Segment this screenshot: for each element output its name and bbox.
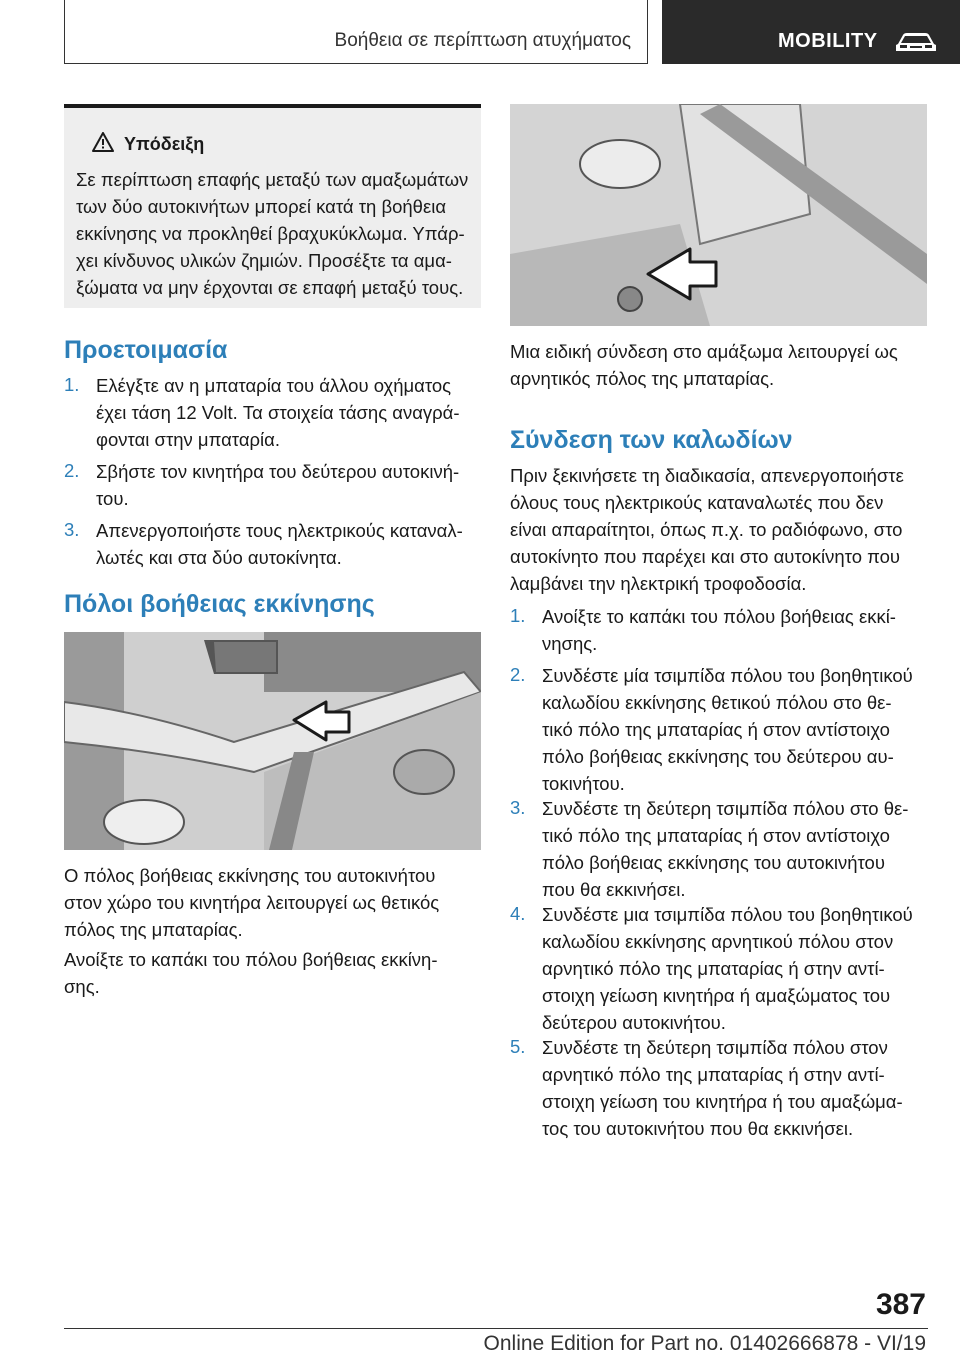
step-text: αρνητικό πόλο της μπαταρίας ή στην αντί-: [542, 958, 885, 979]
step-text: λωτές και στα δύο αυτοκίνητα.: [96, 547, 342, 568]
step-text: αρνητικό πόλο της μπαταρίας ή στην αντί-: [542, 1064, 885, 1085]
step-text: τοκινήτου.: [542, 773, 625, 794]
header-section-box: [64, 0, 648, 64]
step-text: στοιχη γείωση του κινητήρα ή του αμαξώμα-: [542, 1091, 903, 1112]
step-number: 5.: [510, 1036, 526, 1057]
note-line: χει κίνδυνος υλικών ζημιών. Προσέξτε τα αμα-: [76, 250, 452, 271]
pole-caption: στον χώρο του κινητήρα λειτουργεί ως θετικός: [64, 892, 440, 913]
brand-label: MOBILITY: [778, 30, 878, 52]
page-number: 387: [875, 1288, 926, 1321]
step-text: τικό πόλο της μπαταρίας ή στον αντίστοιχο: [542, 719, 890, 740]
open-cover-text: σης.: [64, 976, 100, 997]
ground-caption: αρνητικός πόλος της μπαταρίας.: [510, 368, 775, 389]
ground-point-photo: [510, 104, 927, 326]
step-text: Σβήστε τον κινητήρα του δεύτερου αυτοκινή-: [96, 461, 460, 482]
note-line: των δύο αυτοκινήτων μπορεί κατά τη βοήθεια: [76, 196, 447, 217]
step-number: 3.: [64, 519, 80, 540]
step-number: 4.: [510, 903, 526, 924]
step-text: νησης.: [542, 633, 598, 654]
warning-triangle-icon: [92, 132, 114, 152]
intro-text: λαμβάνει την ηλεκτρική τροφοδοσία.: [510, 573, 807, 594]
footer-divider: [64, 1328, 928, 1329]
step-number: 3.: [510, 797, 526, 818]
step-text: Απενεργοποιήστε τους ηλεκτρικούς καταναλ-: [96, 520, 463, 541]
pole-caption: πόλος της μπαταρίας.: [64, 919, 243, 940]
heading-jump-start-poles: Πόλοι βοήθειας εκκίνησης: [64, 590, 375, 618]
step-text: πόλο βοήθειας εκκίνησης του δεύτερου αυ-: [542, 746, 894, 767]
step-text: Ελέγξτε αν η μπαταρία του άλλου οχήματος: [96, 375, 452, 396]
mobility-tab[interactable]: [662, 0, 960, 64]
step-text: πόλο βοήθειας εκκίνησης του αυτοκινήτου: [542, 852, 885, 873]
heading-preparation: Προετοιμασία: [64, 336, 228, 364]
intro-text: αυτοκίνητο που παρέχει και στο αυτοκίνητο που: [510, 546, 901, 567]
step-text: καλωδίου εκκίνησης αρνητικού πόλου στον: [542, 931, 894, 952]
car-icon: [894, 30, 938, 54]
step-text: του.: [96, 488, 129, 509]
step-number: 2.: [510, 664, 526, 685]
ground-caption: Μια ειδική σύνδεση στο αμάξωμα λειτουργεί ως: [510, 341, 898, 362]
step-text: τος του αυτοκινήτου που θα εκκινήσει.: [542, 1118, 854, 1139]
edition-note: Online Edition for Part no. 01402666878 - VI/19: [483, 1332, 926, 1355]
step-text: Συνδέστε μια τσιμπίδα πόλου του βοηθητικού: [542, 904, 913, 925]
intro-text: Πριν ξεκινήσετε τη διαδικασία, απενεργοποιήστε: [510, 465, 904, 486]
caution-note: [64, 104, 481, 308]
note-line: ξώματα να μην έρχονται σε επαφή μεταξύ τους.: [76, 277, 464, 298]
heading-connect-cables: Σύνδεση των καλωδίων: [510, 426, 793, 454]
step-text: Ανοίξτε το καπάκι του πόλου βοήθειας εκκί-: [542, 606, 896, 627]
note-line: Σε περίπτωση επαφής μεταξύ των αμαξωμάτων: [76, 169, 469, 190]
engine-bay-photo: [64, 632, 481, 850]
step-text: δεύτερου αυτοκινήτου.: [542, 1012, 726, 1033]
open-cover-text: Ανοίξτε το καπάκι του πόλου βοήθειας εκκίνη-: [64, 949, 438, 970]
note-title: Υπόδειξη: [124, 134, 205, 154]
step-text: στοιχη γείωση κινητήρα ή αμαξώματος του: [542, 985, 891, 1006]
note-line: εκκίνησης να προκληθεί βραχυκύκλωμα. Υπάρ-: [76, 223, 465, 244]
step-text: Συνδέστε τη δεύτερη τσιμπίδα πόλου στον: [542, 1037, 888, 1058]
pole-caption: Ο πόλος βοήθειας εκκίνησης του αυτοκινήτου: [64, 865, 436, 886]
step-text: φονται στην μπαταρία.: [96, 429, 280, 450]
step-text: τικό πόλο της μπαταρίας ή στον αντίστοιχο: [542, 825, 890, 846]
step-text: Συνδέστε τη δεύτερη τσιμπίδα πόλου στο θε-: [542, 798, 909, 819]
section-title: Βοήθεια σε περίπτωση ατυχήματος: [334, 30, 631, 51]
step-number: 1.: [64, 374, 80, 395]
intro-text: όλους τους ηλεκτρικούς καταναλωτές που δεν: [510, 492, 884, 513]
step-number: 1.: [510, 605, 526, 626]
step-text: που θα εκκινήσει.: [542, 879, 686, 900]
step-text: καλωδίου εκκίνησης θετικού πόλου στο θε-: [542, 692, 892, 713]
step-text: Συνδέστε μία τσιμπίδα πόλου του βοηθητικού: [542, 665, 913, 686]
intro-text: είναι απαραίτητοι, όπως π.χ. το ραδιόφωνο, στο: [510, 519, 903, 540]
step-number: 2.: [64, 460, 80, 481]
step-text: έχει τάση 12 Volt. Τα στοιχεία τάσης αναγρά-: [96, 402, 460, 423]
